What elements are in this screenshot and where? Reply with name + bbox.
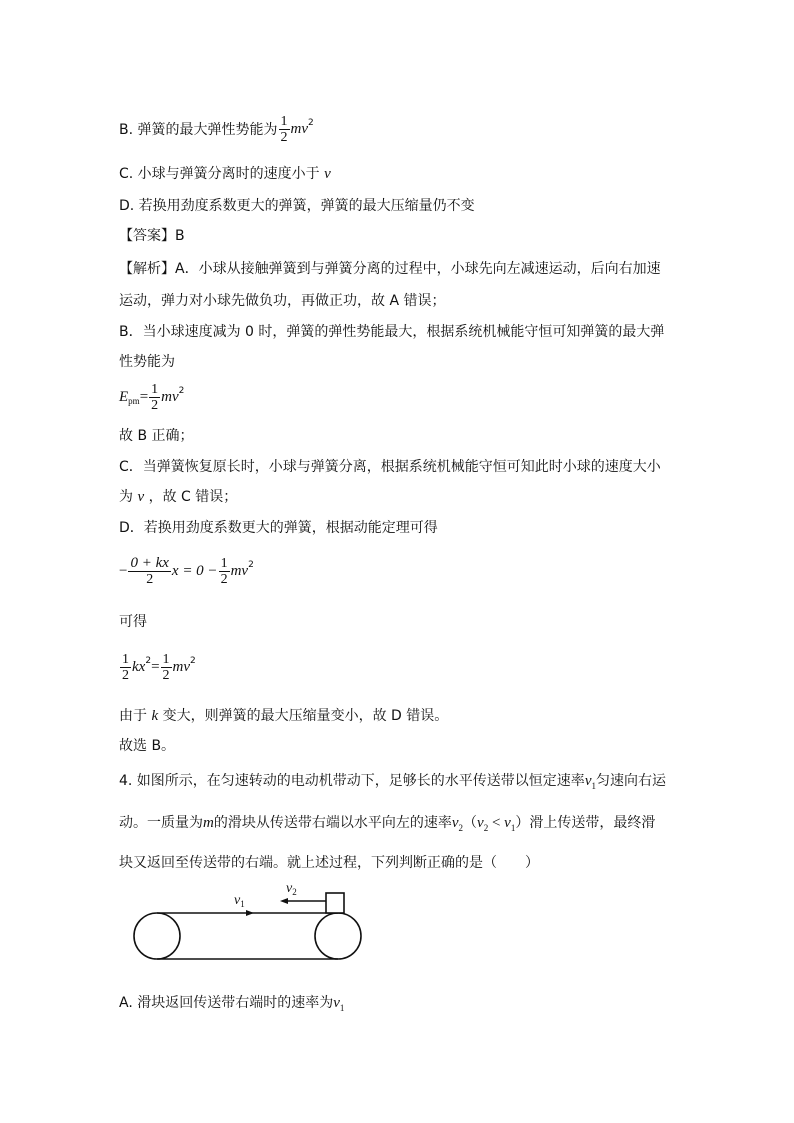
analysis-line-9: 可得	[119, 614, 147, 630]
left-pulley	[134, 913, 180, 959]
mv-term: mv	[290, 121, 309, 137]
equation-energy-balance: $\frac{1}{2}$ kx 2 = $\frac{1}{2}$ mv 2	[122, 652, 196, 683]
question-4-line-1: 4. 如图所示，在匀速转动的电动机带动下，足够长的水平传送带以恒定速率$v_1$匀速向右运	[119, 773, 666, 791]
right-pulley	[315, 913, 361, 959]
analysis-line-4: 性势能为	[119, 354, 175, 370]
conveyor-belt-figure	[128, 878, 368, 970]
equation-epm: E pm = $\frac{1}{2}$ mv 2	[119, 382, 185, 413]
label-v1: $v_1$	[234, 893, 245, 909]
slider-block	[326, 893, 344, 913]
label-v2: $v_2$	[286, 881, 297, 897]
analysis-line-5: 故 B 正确；	[119, 428, 194, 444]
v1-arrow-head	[246, 910, 254, 916]
analysis-line-11: 故选 B。	[119, 738, 176, 754]
analysis-line-8: D．若换用劲度系数更大的弹簧，根据动能定理可得	[119, 520, 438, 536]
analysis-line-7: 为 v ，故 C 错误；	[119, 489, 238, 505]
v2-arrow-head	[280, 898, 288, 904]
option-d: D. 若换用劲度系数更大的弹簧，弹簧的最大压缩量仍不变	[119, 198, 475, 214]
question-4-option-a: A. 滑块返回传送带右端时的速率为$v_1$	[119, 995, 345, 1013]
equation-work-energy: − $\frac{0 + kx}{2}$ x = 0 − $\frac{1}{2}$ mv 2	[119, 555, 254, 587]
analysis-line-2: 运动，弹力对小球先做负功，再做正功，故 A 错误；	[119, 293, 446, 309]
analysis-line-1: 【解析】A．小球从接触弹簧到与弹簧分离的过程中，小球先向左减速运动，后向右加速	[119, 261, 661, 277]
analysis-line-10: 由于 k 变大，则弹簧的最大压缩量变小，故 D 错误。	[119, 708, 449, 724]
option-b-text: B. 弹簧的最大弹性势能为	[119, 121, 278, 138]
question-4-line-2: 动。一质量为m的滑块从传送带右端以水平向左的速率$v_2(v_2 < v_1)$滑上传送带，最终滑	[119, 815, 656, 833]
option-b: B. 弹簧的最大弹性势能为 $\frac{1}{2}$ mv 2	[119, 114, 314, 145]
option-c: C. 小球与弹簧分离时的速度小于 v	[119, 166, 331, 182]
answer-label: 【答案】B	[119, 228, 185, 244]
question-4-line-3: 块又返回至传送带的右端。就上述过程，下列判断正确的是（ ）	[119, 855, 539, 871]
analysis-line-6: C．当弹簧恢复原长时，小球与弹簧分离，根据系统机械能守恒可知此时小球的速度大小	[119, 459, 661, 475]
analysis-line-3: B．当小球速度减为 0 时，弹簧的弹性势能最大，根据系统机械能守恒可知弹簧的最大弹	[119, 324, 665, 340]
fraction-half: $\frac{1}{2}$	[280, 114, 288, 145]
